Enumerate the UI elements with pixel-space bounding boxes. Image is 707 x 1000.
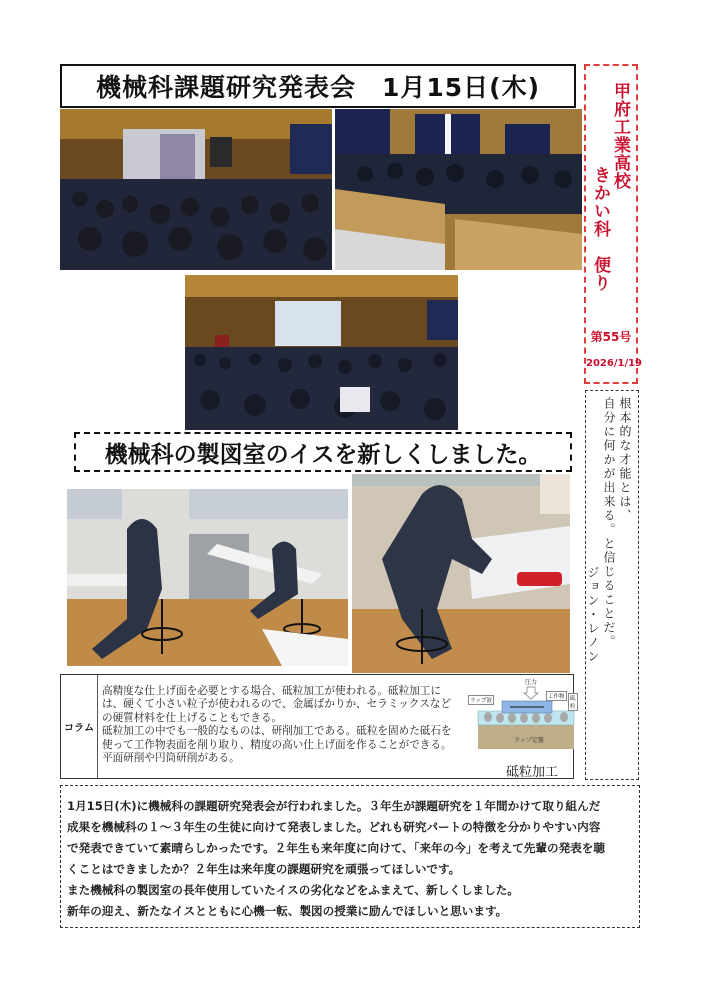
page-title-box <box>60 64 576 108</box>
label-lap-fluid: ラップ液 <box>468 695 494 705</box>
presentation-hall-photo-2 <box>185 275 458 430</box>
newsletter-masthead <box>584 64 643 384</box>
section-subtitle: 機械科の製図室のイスを新しくしました。 <box>104 441 542 468</box>
students-seated-photo <box>335 109 582 270</box>
body-line: また機械科の製図室の長年使用していたイスの劣化などをふまえて、新しくしました。 <box>67 883 519 897</box>
abrasive-figure <box>464 675 576 780</box>
department-name: きかい科 便り <box>590 166 610 292</box>
presentation-hall-photo-1 <box>60 109 332 270</box>
column-label: コラム <box>61 675 98 778</box>
body-line: くことはできましたか？２年生は来年度の課題研究を頑張ってほしいです。 <box>67 862 461 876</box>
section-subtitle-box <box>74 432 572 472</box>
column-paragraph-1: 高精度な仕上げ面を必要とする場合、砥粒加工が使われる。砥粒加工には、硬くて小さい粒子が使われるので、金属ばかりか、セラミックスなどの硬質材料を仕上げることもできる。 <box>102 685 452 724</box>
quote-line-2: 自分に何かが出来る。と信じることだ。 <box>602 397 616 649</box>
article-body <box>60 785 640 928</box>
issue-date: 2026/1/19 <box>586 358 643 369</box>
body-line: 1月15日(木)に機械科の課題研究発表会が行われました。３年生が課題研究を１年間かけて取り組んだ <box>67 799 601 813</box>
column-paragraph-2: 砥粒加工の中でも一般的なものは、研削加工である。砥粒を固めた砥石を使って工作物表面を削り取り、精度の高い仕上げ面を作ることができる。平面研削や円筒研削がある。 <box>102 725 452 765</box>
body-line: で発表できていて素晴らしかったです。２年生も来年度に向けて、「来年の今」を考えて先輩の発表を聴 <box>67 841 605 855</box>
label-lap-plate: ラップ定盤 <box>514 737 544 744</box>
quote-author: ジョン・レノン <box>586 566 600 664</box>
school-name: 甲府工業高校 <box>610 82 630 190</box>
quote-line-1: 根本的な才能とは、 <box>618 397 632 523</box>
figure-caption: 砥粒加工 <box>506 765 559 780</box>
label-workpiece: 工作物 <box>546 691 567 701</box>
label-pressure: 圧力 <box>525 679 538 686</box>
column-text <box>98 675 464 778</box>
body-line: 成果を機械科の１～３年生の生徒に向けて発表しました。どれも研究パートの特徴を分かりやすい内容 <box>67 820 601 834</box>
column-box <box>60 674 574 779</box>
drafting-room-photo-2 <box>352 474 570 673</box>
label-abrasive: 砥粒 <box>568 693 578 711</box>
page-title: 機械科課題研究発表会 1月15日(木) <box>95 73 541 102</box>
quote-box <box>585 390 639 780</box>
drafting-room-photo-1 <box>67 489 348 666</box>
body-line: 新年の迎え、新たなイスとともに心機一転、製図の授業に励んでほしいと思います。 <box>67 904 508 918</box>
issue-number: 第55号 <box>590 330 632 344</box>
